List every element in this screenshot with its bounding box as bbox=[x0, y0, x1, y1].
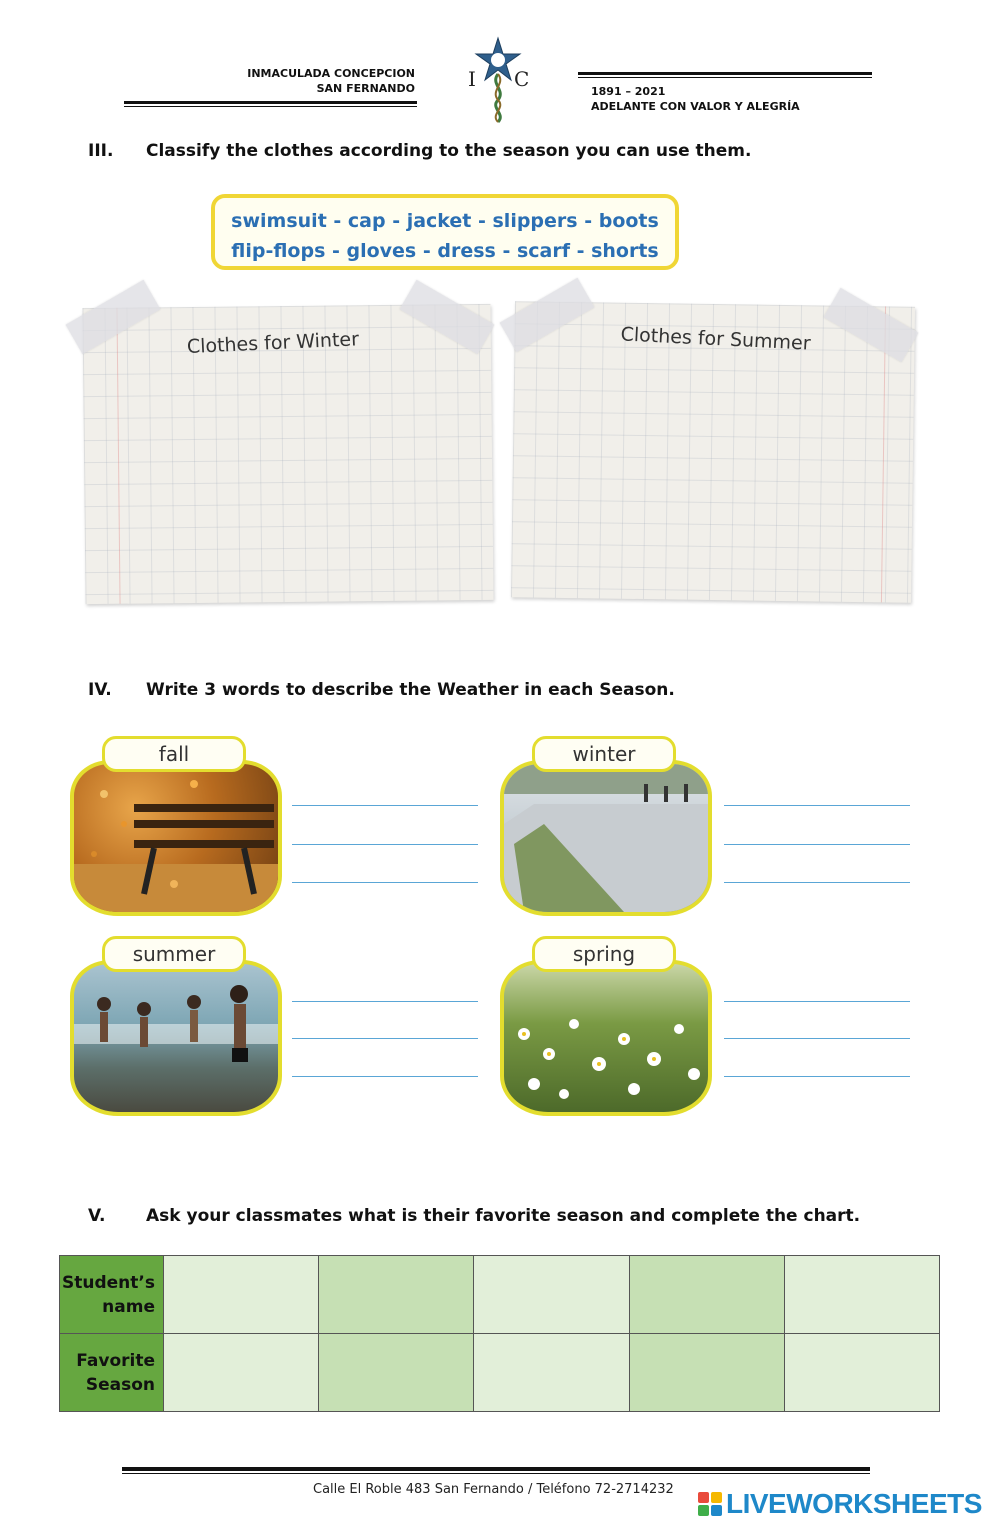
footer-rule bbox=[122, 1467, 870, 1474]
section-4-instruction: Write 3 words to describe the Weather in each Season. bbox=[146, 680, 675, 700]
season-card-summer bbox=[70, 936, 282, 1116]
school-name bbox=[180, 66, 415, 96]
summer-clothes-paper[interactable] bbox=[511, 301, 915, 603]
table-cell[interactable] bbox=[784, 1334, 939, 1412]
answer-line[interactable] bbox=[292, 1076, 478, 1077]
row-header-line: name bbox=[102, 1296, 155, 1317]
answer-line[interactable] bbox=[292, 882, 478, 883]
winter-paper-title: Clothes for Winter bbox=[186, 328, 360, 359]
liveworksheets-brand: LIVEWORKSHEETS bbox=[726, 1488, 982, 1519]
fall-photo bbox=[70, 760, 282, 916]
row-header-favorite-season bbox=[60, 1334, 164, 1412]
word-bank bbox=[211, 194, 679, 270]
table-cell[interactable] bbox=[164, 1256, 319, 1334]
header-rule-right bbox=[578, 72, 872, 78]
section-3-heading bbox=[88, 141, 751, 161]
table-cell[interactable] bbox=[474, 1256, 629, 1334]
answer-line[interactable] bbox=[292, 1038, 478, 1039]
logo-letter-i: I bbox=[468, 67, 476, 91]
season-label-summer: summer bbox=[102, 936, 246, 972]
school-name-line1: INMACULADA CONCEPCION bbox=[247, 67, 415, 80]
section-5-instruction: Ask your classmates what is their favorite season and complete the chart. bbox=[146, 1206, 861, 1226]
row-header-line: Season bbox=[85, 1374, 155, 1395]
table-cell[interactable] bbox=[164, 1334, 319, 1412]
winter-clothes-paper[interactable] bbox=[82, 304, 493, 604]
winter-photo bbox=[500, 760, 712, 916]
answer-line[interactable] bbox=[724, 844, 910, 845]
table-cell[interactable] bbox=[319, 1334, 474, 1412]
answer-line[interactable] bbox=[724, 805, 910, 806]
answer-line[interactable] bbox=[724, 1076, 910, 1077]
table-row bbox=[60, 1256, 940, 1334]
table-cell[interactable] bbox=[474, 1334, 629, 1412]
header-rule-left bbox=[124, 101, 417, 107]
table-cell[interactable] bbox=[629, 1256, 784, 1334]
answer-line[interactable] bbox=[724, 1001, 910, 1002]
answer-line[interactable] bbox=[724, 882, 910, 883]
daisies-icon bbox=[504, 964, 708, 1112]
summer-paper-title: Clothes for Summer bbox=[620, 323, 812, 355]
section-3-number: III. bbox=[88, 141, 114, 161]
table-row bbox=[60, 1334, 940, 1412]
row-header-student-name bbox=[60, 1256, 164, 1334]
row-header-line: Student’s bbox=[62, 1272, 155, 1293]
answer-line[interactable] bbox=[292, 1001, 478, 1002]
paper-margin-line bbox=[116, 308, 120, 604]
school-name-line2: SAN FERNANDO bbox=[316, 82, 415, 95]
school-years: 1891 – 2021 bbox=[591, 85, 666, 98]
word-bank-line-2: flip-flops - gloves - dress - scarf - shorts bbox=[231, 240, 659, 262]
footer-address: Calle El Roble 483 San Fernando / Teléfono 72-2714232 bbox=[313, 1482, 674, 1497]
season-card-winter bbox=[500, 736, 712, 916]
table-cell[interactable] bbox=[629, 1334, 784, 1412]
section-4-number: IV. bbox=[88, 680, 112, 700]
spring-photo bbox=[500, 960, 712, 1116]
section-5-number: V. bbox=[88, 1206, 106, 1226]
word-bank-line-1: swimsuit - cap - jacket - slippers - boots bbox=[231, 210, 659, 232]
summer-photo bbox=[70, 960, 282, 1116]
section-3-instruction: Classify the clothes according to the season you can use them. bbox=[146, 141, 752, 161]
answer-line[interactable] bbox=[292, 844, 478, 845]
answer-line[interactable] bbox=[292, 805, 478, 806]
liveworksheets-logo[interactable] bbox=[698, 1488, 982, 1520]
park-bench-icon bbox=[74, 764, 278, 912]
favorite-season-chart bbox=[59, 1255, 940, 1412]
rainy-street-icon bbox=[504, 764, 708, 912]
logo-letter-c: C bbox=[514, 67, 530, 91]
table-cell[interactable] bbox=[319, 1256, 474, 1334]
season-label-winter: winter bbox=[532, 736, 676, 772]
section-4-heading bbox=[88, 680, 675, 700]
running-people-icon bbox=[74, 964, 278, 1112]
section-5-heading bbox=[88, 1206, 860, 1226]
answer-line[interactable] bbox=[724, 1038, 910, 1039]
row-header-line: Favorite bbox=[76, 1350, 155, 1371]
school-years-motto bbox=[591, 84, 800, 114]
season-card-spring bbox=[500, 936, 712, 1116]
season-label-spring: spring bbox=[532, 936, 676, 972]
school-motto: ADELANTE CON VALOR Y ALEGRÍA bbox=[591, 100, 800, 113]
liveworksheets-blocks-icon bbox=[698, 1492, 722, 1516]
table-cell[interactable] bbox=[784, 1256, 939, 1334]
season-card-fall bbox=[70, 736, 282, 916]
school-logo bbox=[462, 34, 534, 124]
season-label-fall: fall bbox=[102, 736, 246, 772]
